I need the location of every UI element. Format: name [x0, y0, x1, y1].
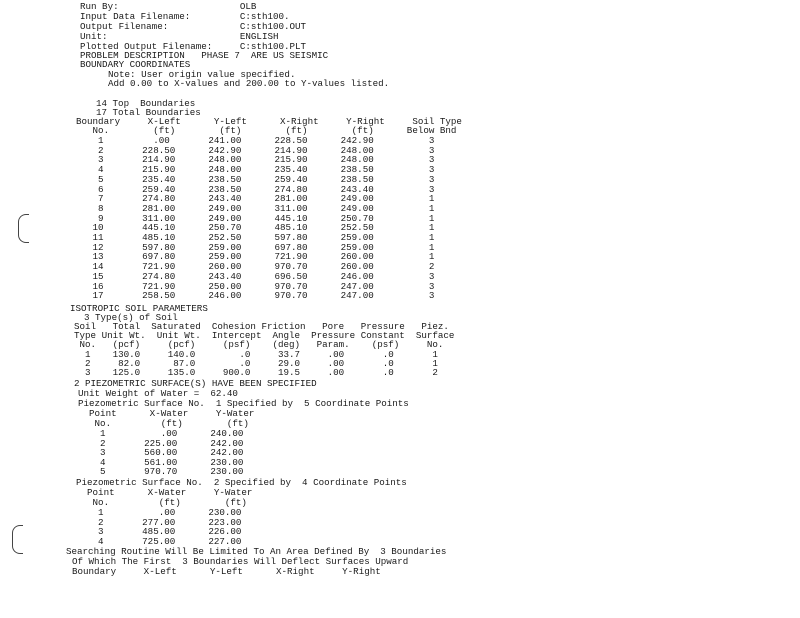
run-by-line: Run By: OLB	[80, 1, 257, 12]
punch-mark-bottom-b	[12, 535, 23, 554]
boundary-row: 16 721.90 250.00 970.70 247.00 3	[76, 280, 435, 292]
boundary-row: 10 445.10 250.70 485.10 252.50 1	[76, 222, 435, 234]
search-boundary-header: Boundary X-Left Y-Left X-Right Y-Right	[72, 566, 381, 577]
soil-table-header-2: Type Unit Wt. Unit Wt. Intercept Angle Pressure Constant Surface	[74, 330, 455, 341]
unit-line: Unit: ENGLISH	[80, 31, 279, 42]
search-limit-line-2: Of Which The First 3 Boundaries Will Deflect Surfaces Upward	[72, 556, 409, 567]
search-limit-line-1: Searching Routine Will Be Limited To An Area Defined By 3 Boundaries	[66, 546, 447, 557]
input-filename-line: Input Data Filename: C:sth100.	[80, 11, 290, 22]
boundary-row: 2 228.50 242.90 214.90 248.00 3	[76, 144, 435, 156]
note-line-1: Note: User origin value specified.	[108, 69, 296, 80]
piezo-surface-2-header-1: Point X-Water Y-Water	[76, 487, 253, 498]
piezo-1-row: 1 .00 240.00	[78, 428, 244, 439]
boundary-row: 1 .00 241.00 228.50 242.90 3	[76, 135, 435, 146]
plotted-output-line: Plotted Output Filename: C:sth100.PLT	[80, 41, 307, 52]
boundary-row: 6 259.40 238.50 274.80 243.40 3	[76, 183, 435, 195]
soil-row: 3 125.0 135.0 900.0 19.5 .00 .0 2	[74, 367, 438, 378]
soil-row: 2 82.0 87.0 .0 29.0 .00 .0 1	[74, 358, 438, 369]
boundary-row: 11 485.10 252.50 597.80 259.00 1	[76, 232, 435, 243]
piezo-1-row: 5 970.70 230.00	[78, 466, 244, 478]
soil-types-count: 3 Type(s) of Soil	[84, 312, 178, 323]
top-boundaries-count: 14 Top Boundaries	[96, 98, 196, 109]
boundary-table-header-1: Boundary X-Left Y-Left X-Right Y-Right Soil Type	[76, 116, 462, 127]
piezo-surface-1-header-1: Point X-Water Y-Water	[78, 408, 255, 419]
soil-table-header-3: No. (pcf) (pcf) (psf) (deg) Param. (psf) No.	[74, 339, 444, 350]
problem-description: PROBLEM DESCRIPTION PHASE 7 ARE US SEISMIC	[80, 50, 329, 61]
boundary-row: 12 597.80 259.00 697.80 259.00 1	[76, 241, 435, 253]
punch-mark-top-b	[18, 224, 29, 243]
boundary-row: 5 235.40 238.50 259.40 238.50 3	[76, 173, 435, 185]
boundary-row: 17 258.50 246.00 970.70 247.00 3	[76, 290, 435, 302]
piezo-1-row: 4 561.00 230.00	[78, 456, 244, 468]
soil-params-heading: ISOTROPIC SOIL PARAMETERS	[70, 303, 208, 314]
boundary-row: 14 721.90 260.00 970.70 260.00 2	[76, 261, 435, 273]
soil-row: 1 130.0 140.0 .0 33.7 .00 .0 1	[74, 349, 438, 360]
total-boundaries-count: 17 Total Boundaries	[96, 107, 201, 118]
piezo-heading: 2 PIEZOMETRIC SURFACE(S) HAVE BEEN SPECIFIED	[74, 378, 317, 389]
piezo-1-row: 2 225.00 242.00	[78, 437, 244, 449]
boundary-row: 8 281.00 249.00 311.00 249.00 1	[76, 202, 435, 214]
boundary-row: 4 215.90 248.00 235.40 238.50 3	[76, 164, 435, 176]
output-filename-line: Output Filename: C:sth100.OUT	[80, 21, 307, 32]
piezo-surface-2-header-2: No. (ft) (ft)	[76, 497, 247, 508]
soil-table-header-1: Soil Total Saturated Cohesion Friction Pore Pressure Piez.	[74, 321, 449, 332]
boundary-row: 3 214.90 248.00 215.90 248.00 3	[76, 154, 435, 166]
note-line-2: Add 0.00 to X-values and 200.00 to Y-values listed.	[108, 78, 390, 89]
piezo-surface-1-header-2: No. (ft) (ft)	[78, 418, 249, 429]
boundary-row: 7 274.80 243.40 281.00 249.00 1	[76, 193, 435, 205]
boundary-row: 9 311.00 249.00 445.10 250.70 1	[76, 212, 435, 224]
piezo-2-row: 1 .00 230.00	[76, 507, 242, 518]
piezo-surface-2-heading: Piezometric Surface No. 2 Specified by 4 Coordinate Points	[76, 477, 407, 488]
unit-weight-water: Unit Weight of Water = 62.40	[78, 388, 238, 399]
boundary-row: 13 697.80 259.00 721.90 260.00 1	[76, 251, 435, 263]
boundary-table-header-2: No. (ft) (ft) (ft) (ft) Below Bnd	[76, 125, 457, 136]
boundary-row: 15 274.80 243.40 696.50 246.00 3	[76, 270, 435, 282]
boundary-coordinates-heading: BOUNDARY COORDINATES	[80, 59, 191, 70]
piezo-surface-1-heading: Piezometric Surface No. 1 Specified by 5 Coordinate Points	[78, 398, 409, 409]
piezo-2-row: 4 725.00 227.00	[76, 535, 242, 547]
piezo-2-row: 2 277.00 223.00	[76, 516, 242, 528]
piezo-1-row: 3 560.00 242.00	[78, 447, 244, 459]
piezo-2-row: 3 485.00 226.00	[76, 526, 242, 538]
